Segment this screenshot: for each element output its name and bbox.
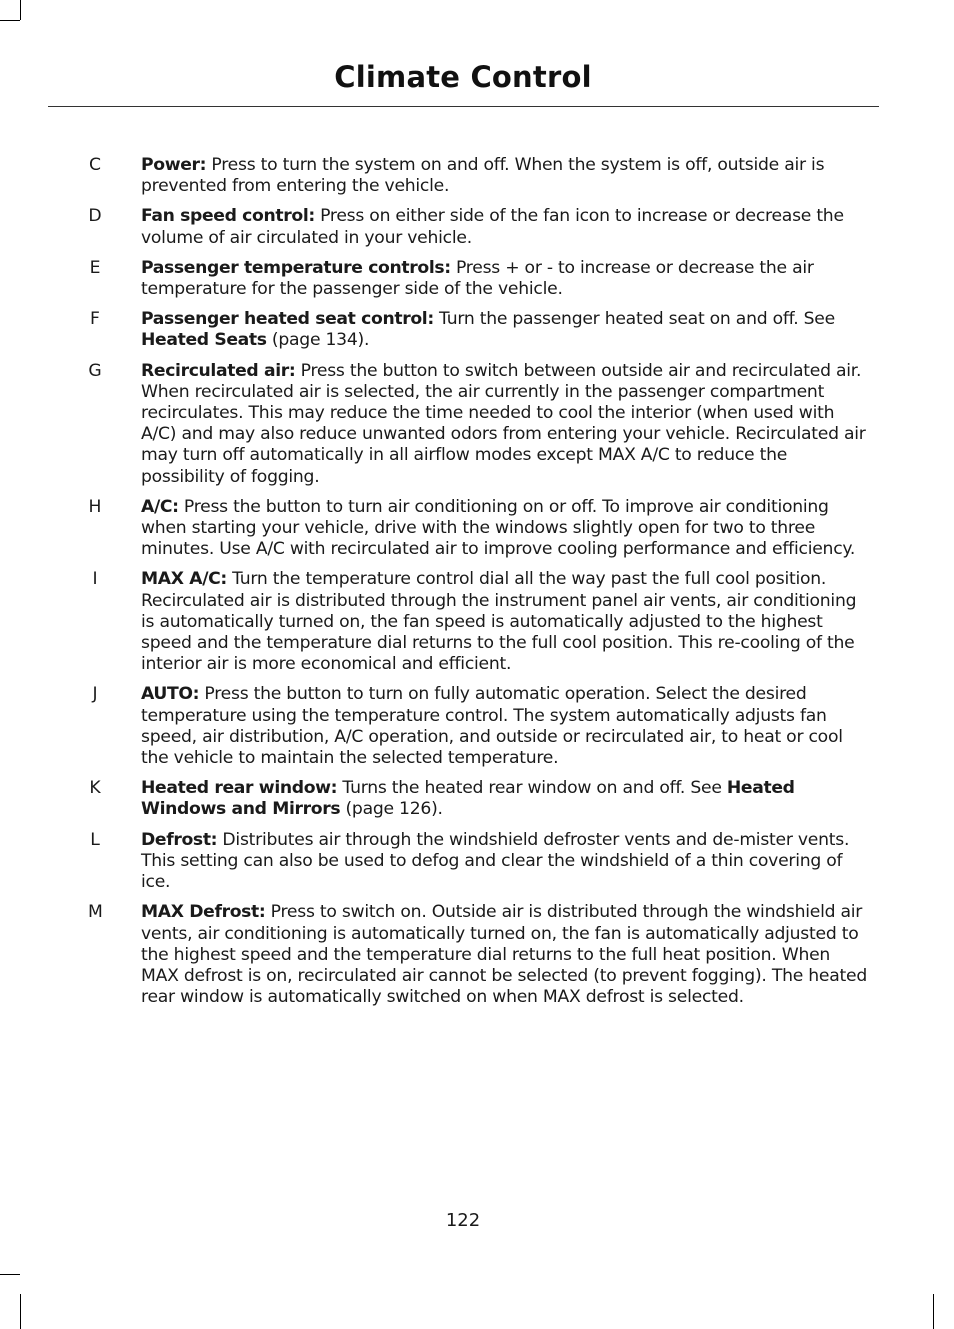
item-body: Press to switch on. Outside air is distributed through the windshield air vents, air conditioning is automatically turned on, the fan is automatically adjusted to the highest speed and the temperature dial returns to the full heat position. When MAX defrost is on, recirculated air cannot be selected (to prevent fogging). The heated rear window is automatically switched on when MAX defrost is selected. [141,902,867,1008]
item-letter: J [92,684,98,705]
item-letter: D [88,206,102,227]
item-page-ref: (page 126). [340,799,443,820]
item-body: Press the button to turn on fully automatic operation. Select the desired temperature using the temperature control. The system automatically adjusts fan speed, air distribution, A/C operation, and outside or recirculated air, to heat or cool the vehicle to maintain the selected temperature. [141,684,843,769]
item-description [141,258,869,300]
list-item-e [0,258,954,300]
crop-mark-bottom-right-vertical [933,1294,934,1329]
item-letter: L [90,829,100,850]
control-descriptions-list [0,155,954,1017]
item-letter: K [89,778,101,799]
item-term: Power: [141,155,207,175]
list-item-g [0,361,954,488]
item-body: Press + or - to increase or decrease the air temperature for the passenger side of the vehicle. [141,257,814,300]
item-body: Press to turn the system on and off. When the system is off, outside air is prevented from entering the vehicle. [141,155,825,197]
item-letter: G [88,360,102,381]
item-term: Heated rear window: [141,778,338,799]
item-body: Distributes air through the windshield defroster vents and de-mister vents. This setting can also be used to defog and clear the windshield of a thin covering of ice. [141,829,850,893]
item-letter: H [88,496,102,517]
item-term: Fan speed control: [141,206,315,227]
item-letter: I [92,569,98,590]
item-body: Press on either side of the fan icon to increase or decrease the volume of air circulated in your vehicle. [141,206,844,248]
item-letter: C [88,155,101,175]
item-term: MAX A/C: [141,569,227,590]
item-term: Defrost: [141,829,218,850]
item-body: Turn the passenger heated seat on and off. See [433,309,835,330]
item-description [141,309,869,351]
list-item-j [0,684,954,769]
crop-mark-top-left-horizontal [0,20,20,21]
item-description [141,361,869,488]
item-page-ref: (page 134). [266,330,370,351]
item-description [141,830,869,894]
item-body: Turns the heated rear window on and off. See [337,778,727,799]
item-body: Press the button to turn air conditioning on or off. To improve air conditioning when starting your vehicle, drive with the windows slightly open for two to three minutes. Use A/C with recirculated air to improve cooling performance and efficiency. [141,496,856,560]
title-divider [48,106,879,107]
item-description [141,684,869,769]
item-term: A/C: [141,496,179,517]
item-term: MAX Defrost: [141,902,266,923]
item-description [141,569,869,675]
item-letter: M [88,902,103,923]
list-item-m [0,902,954,1008]
crop-mark-bottom-left-horizontal [0,1274,20,1275]
item-letter: F [90,309,100,330]
item-description [141,778,869,820]
item-letter: E [89,257,101,278]
item-description [141,902,869,1008]
item-term: AUTO: [141,684,200,705]
item-description [141,497,869,561]
cross-reference-link[interactable]: Heated Windows and Mirrors [141,778,795,820]
page-title: Climate Control [334,60,592,94]
item-description [141,206,869,248]
cross-reference-link[interactable]: Heated Seats [141,330,267,351]
list-item-h [0,497,954,561]
item-body: Press the button to switch between outside air and recirculated air. When recirculated air is selected, the air currently in the passenger compartment recirculates. This may reduce the time needed to cool the interior (when used with A/C) and may also reduce unwanted odors from entering your vehicle. Recirculated air may turn off automatically in all airflow modes except MAX A/C to reduce the possibility of fogging. [141,360,866,487]
list-item-c [0,155,954,197]
item-description [141,155,869,197]
list-item-i [0,569,954,675]
crop-mark-bottom-left-vertical [20,1294,21,1329]
page-number: 122 [445,1210,481,1231]
item-term: Recirculated air: [141,360,296,381]
list-item-f [0,309,954,351]
item-term: Passenger temperature controls: [141,257,451,278]
crop-mark-top-left-vertical [20,0,21,20]
list-item-l [0,830,954,894]
list-item-d [0,206,954,248]
item-term: Passenger heated seat control: [141,309,434,330]
item-body: Turn the temperature control dial all the way past the full cool position. Recirculated air is distributed through the instrument panel air vents, air conditioning is automatically turned on, the fan speed is automatically adjusted to the highest speed and the temperature dial returns to the full cool position. This re-cooling of the interior air is more economical and efficient. [141,569,857,675]
list-item-k [0,778,954,820]
